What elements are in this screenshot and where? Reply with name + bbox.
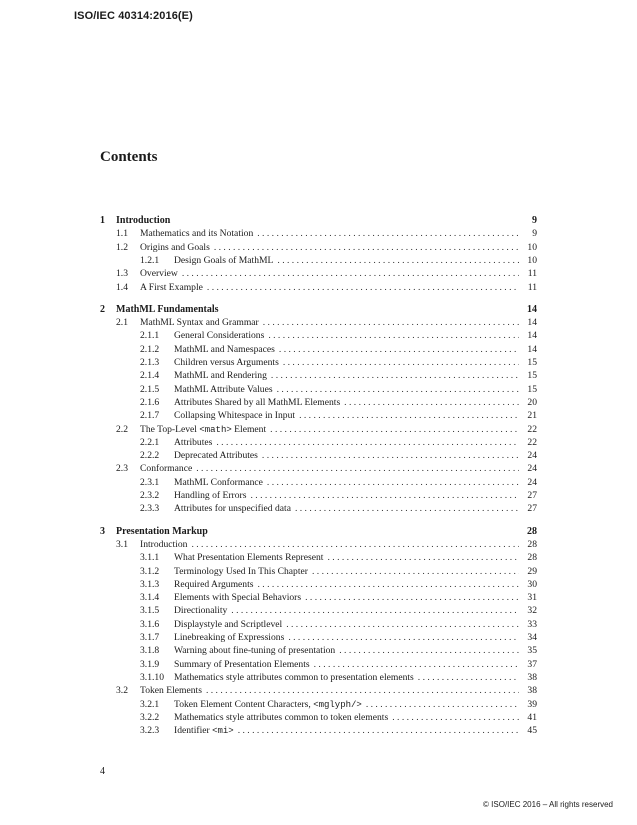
toc-entry-number: 2.2 bbox=[116, 423, 128, 435]
toc-entry-page: 41 bbox=[527, 711, 537, 723]
toc-entry[interactable] bbox=[140, 477, 537, 489]
toc-entry-title: Introduction bbox=[116, 215, 171, 226]
toc-entry[interactable] bbox=[140, 503, 537, 515]
toc-entry-title: Mathematics style attributes common to presentation elements bbox=[174, 671, 414, 683]
toc-dot-leader bbox=[267, 477, 519, 489]
toc-entry[interactable] bbox=[140, 579, 537, 591]
toc-dot-leader bbox=[288, 632, 519, 644]
toc-entry-page: 45 bbox=[527, 725, 537, 737]
toc-entry-number: 1.2 bbox=[116, 241, 128, 253]
toc-entry-number: 3.1.7 bbox=[140, 632, 160, 643]
toc-entry-code: <mi> bbox=[212, 726, 234, 737]
toc-entry-number: 3.2.3 bbox=[140, 725, 160, 737]
toc-entry-page: 21 bbox=[527, 410, 537, 422]
toc-entry-title: Deprecated Attributes bbox=[174, 450, 258, 462]
toc-dot-leader bbox=[270, 424, 519, 436]
toc-entry[interactable] bbox=[140, 255, 537, 267]
toc-entry[interactable] bbox=[140, 632, 537, 644]
toc-entry-number: 2.2.1 bbox=[140, 436, 160, 448]
toc-entry-number: 3.1 bbox=[116, 538, 128, 550]
toc-dot-leader bbox=[392, 712, 519, 724]
toc-entry-title: General Considerations bbox=[174, 330, 265, 342]
toc-entry-number: 3.1.9 bbox=[140, 658, 160, 670]
toc-entry-number: 3.1.3 bbox=[140, 578, 160, 590]
toc-entry[interactable] bbox=[140, 552, 537, 564]
toc-dot-leader bbox=[196, 463, 519, 475]
toc-dot-leader bbox=[268, 330, 519, 342]
toc-entry[interactable] bbox=[140, 605, 537, 617]
toc-entry-code: <math> bbox=[199, 424, 232, 435]
toc-entry-page: 27 bbox=[527, 503, 537, 515]
toc-entry-page: 20 bbox=[527, 396, 537, 408]
toc-entry[interactable] bbox=[140, 699, 537, 711]
toc-entry-number: 3 bbox=[100, 525, 105, 537]
toc-entry-title bbox=[140, 424, 266, 436]
toc-entry-page: 24 bbox=[527, 463, 537, 475]
toc-dot-leader bbox=[263, 317, 519, 329]
toc-entry[interactable] bbox=[116, 282, 537, 294]
toc-entry[interactable] bbox=[140, 410, 537, 422]
toc-entry-title-text: Element bbox=[231, 423, 267, 435]
toc-entry-page: 39 bbox=[527, 698, 537, 710]
toc-entry-number: 2.1.6 bbox=[140, 396, 160, 408]
toc-entry-page: 29 bbox=[527, 565, 537, 577]
toc-entry-title: MathML Conformance bbox=[174, 476, 263, 488]
toc-entry-page: 28 bbox=[527, 552, 537, 564]
toc-entry-number: 2.1.7 bbox=[140, 410, 160, 422]
toc-entry-page: 15 bbox=[527, 357, 537, 368]
toc-entry[interactable] bbox=[140, 712, 537, 724]
toc-dot-leader bbox=[238, 725, 519, 737]
toc-dot-leader bbox=[314, 659, 519, 671]
toc-entry-number: 1.1 bbox=[116, 228, 128, 240]
toc-dot-leader bbox=[299, 410, 519, 422]
toc-chapter-entry[interactable] bbox=[100, 526, 537, 538]
toc-dot-leader bbox=[286, 619, 519, 631]
toc-entry-title: MathML and Namespaces bbox=[174, 343, 275, 355]
toc-entry-title: Linebreaking of Expressions bbox=[174, 632, 285, 643]
toc-entry-number: 1.2.1 bbox=[140, 254, 160, 266]
toc-entry-title: Summary of Presentation Elements bbox=[174, 658, 310, 670]
toc-entry-page: 32 bbox=[527, 605, 537, 617]
toc-entry-page: 37 bbox=[527, 658, 537, 670]
toc-entry-page: 14 bbox=[527, 330, 537, 342]
toc-entry-title: Terminology Used In This Chapter bbox=[174, 565, 308, 577]
toc-entry-title-text: Token Element Content Characters, bbox=[174, 698, 314, 710]
toc-dot-leader bbox=[327, 552, 519, 564]
toc-entry[interactable] bbox=[140, 619, 537, 631]
toc-entry-title: Warning about fine-tuning of presentation bbox=[174, 645, 336, 657]
toc-dot-leader bbox=[262, 450, 519, 462]
toc-dot-leader bbox=[214, 242, 519, 254]
toc-entry[interactable] bbox=[140, 725, 537, 737]
toc-entry[interactable] bbox=[116, 242, 537, 254]
toc-entry-title: A First Example bbox=[140, 281, 203, 293]
toc-entry-number: 2.2.2 bbox=[140, 450, 160, 462]
toc-entry[interactable] bbox=[116, 317, 537, 329]
toc-dot-leader bbox=[206, 685, 519, 697]
toc-entry[interactable] bbox=[116, 268, 537, 280]
toc-dot-leader bbox=[418, 672, 519, 684]
toc-entry-title: Collapsing Whitespace in Input bbox=[174, 410, 296, 422]
toc-entry-title: Displaystyle and Scriptlevel bbox=[174, 618, 283, 630]
toc-dot-leader bbox=[182, 268, 519, 280]
toc-entry[interactable] bbox=[116, 539, 537, 551]
toc-entry[interactable] bbox=[140, 672, 537, 684]
toc-entry-number: 2.1.4 bbox=[140, 370, 160, 382]
toc-dot-leader bbox=[250, 490, 519, 502]
toc-entry-number: 1 bbox=[100, 215, 105, 226]
toc-entry-number: 3.1.1 bbox=[140, 552, 160, 564]
toc-dot-leader bbox=[257, 228, 519, 240]
toc-entry-code: <mglyph/> bbox=[313, 699, 362, 710]
toc-entry-title: Required Arguments bbox=[174, 578, 254, 590]
toc-entry-title: MathML Attribute Values bbox=[174, 383, 273, 395]
toc-entry-number: 3.1.10 bbox=[140, 671, 164, 683]
toc-entry-title: Design Goals of MathML bbox=[174, 254, 274, 266]
toc-entry-page: 35 bbox=[527, 645, 537, 657]
toc-entry[interactable] bbox=[140, 645, 537, 657]
toc-entry[interactable] bbox=[140, 437, 537, 449]
toc-entry-number: 3.2.1 bbox=[140, 698, 160, 710]
toc-entry-number: 2.3.1 bbox=[140, 476, 160, 488]
toc-dot-leader bbox=[216, 437, 519, 449]
toc-entry-title: Mathematics style attributes common to token elements bbox=[174, 711, 389, 723]
toc-entry[interactable] bbox=[140, 330, 537, 342]
toc-entry-title-text: The Top-Level bbox=[140, 423, 200, 435]
toc-entry-number: 2.1.3 bbox=[140, 357, 160, 368]
toc-dot-leader bbox=[295, 503, 519, 515]
toc-entry-number: 1.3 bbox=[116, 268, 128, 280]
toc-entry-page: 22 bbox=[527, 436, 537, 448]
toc-entry-page: 28 bbox=[527, 538, 537, 550]
toc-entry-title: Overview bbox=[140, 268, 178, 280]
toc-entry-title: Attributes for unspecified data bbox=[174, 503, 291, 515]
toc-entry-page: 11 bbox=[527, 281, 537, 293]
toc-entry-page: 9 bbox=[532, 215, 537, 226]
toc-entry[interactable] bbox=[140, 566, 537, 578]
toc-entry-page: 28 bbox=[527, 525, 537, 537]
toc-entry-page: 14 bbox=[527, 317, 537, 329]
toc-dot-leader bbox=[305, 592, 519, 604]
toc-entry-title: Handling of Errors bbox=[174, 490, 247, 501]
toc-dot-leader bbox=[277, 384, 519, 396]
toc-entry-number: 3.1.8 bbox=[140, 645, 160, 657]
toc-entry-title: Children versus Arguments bbox=[174, 357, 279, 368]
toc-entry-page: 34 bbox=[527, 632, 537, 643]
toc-entry-page: 9 bbox=[532, 228, 537, 240]
toc-entry-number: 2.1.1 bbox=[140, 330, 160, 342]
toc-entry-title: Origins and Goals bbox=[140, 241, 210, 253]
toc-dot-leader bbox=[271, 370, 519, 382]
toc-chapter-entry[interactable] bbox=[100, 215, 537, 227]
toc-dot-leader bbox=[312, 566, 519, 578]
copyright-notice: © ISO/IEC 2016 – All rights reserved bbox=[483, 800, 613, 809]
toc-dot-leader bbox=[344, 397, 519, 409]
toc-entry-title: Elements with Special Behaviors bbox=[174, 592, 302, 604]
toc-dot-leader bbox=[277, 255, 519, 267]
toc-entry-number: 3.1.5 bbox=[140, 605, 160, 617]
toc-dot-leader bbox=[279, 344, 519, 356]
toc-entry-page: 14 bbox=[527, 343, 537, 355]
toc-entry-title-text: Identifier bbox=[174, 725, 213, 737]
toc-entry[interactable] bbox=[140, 357, 537, 369]
toc-entry-title: Introduction bbox=[140, 538, 188, 550]
toc-entry[interactable] bbox=[140, 370, 537, 382]
toc-entry-number: 3.1.2 bbox=[140, 565, 160, 577]
toc-entry-title: MathML Fundamentals bbox=[116, 303, 219, 315]
toc-entry[interactable] bbox=[140, 490, 537, 502]
toc-entry-title: Attributes Shared by all MathML Elements bbox=[174, 396, 341, 408]
toc-entry-page: 30 bbox=[527, 578, 537, 590]
toc-entry-page: 24 bbox=[527, 450, 537, 462]
toc-entry-number: 3.2 bbox=[116, 685, 128, 697]
toc-entry-title: Token Elements bbox=[140, 685, 202, 697]
toc-entry-page: 22 bbox=[527, 423, 537, 435]
toc-chapter-entry[interactable] bbox=[100, 304, 537, 316]
toc-entry-page: 10 bbox=[527, 254, 537, 266]
toc-entry-number: 2.1 bbox=[116, 317, 128, 329]
toc-entry-title bbox=[174, 699, 362, 711]
toc-entry-page: 24 bbox=[527, 476, 537, 488]
toc-entry-number: 2.1.2 bbox=[140, 343, 160, 355]
toc-entry-title: Attributes bbox=[174, 436, 213, 448]
toc-entry[interactable] bbox=[140, 450, 537, 462]
toc-entry-number: 2.1.5 bbox=[140, 383, 160, 395]
toc-entry-title: MathML and Rendering bbox=[174, 370, 267, 382]
toc-entry-page: 15 bbox=[527, 383, 537, 395]
toc-dot-leader bbox=[258, 579, 520, 591]
toc-dot-leader bbox=[231, 605, 519, 617]
toc-entry[interactable] bbox=[116, 463, 537, 475]
toc-dot-leader bbox=[207, 282, 519, 294]
toc-entry-number: 3.1.6 bbox=[140, 618, 160, 630]
toc-entry-page: 33 bbox=[527, 618, 537, 630]
toc-entry-number: 2.3 bbox=[116, 463, 128, 475]
toc-entry[interactable] bbox=[140, 659, 537, 671]
toc-entry[interactable] bbox=[140, 344, 537, 356]
toc-dot-leader bbox=[283, 357, 519, 369]
toc-entry-page: 10 bbox=[527, 241, 537, 253]
toc-entry-page: 15 bbox=[527, 370, 537, 382]
toc-entry-number: 1.4 bbox=[116, 281, 128, 293]
toc-entry[interactable] bbox=[116, 685, 537, 697]
toc-entry-title bbox=[174, 725, 234, 737]
toc-entry-number: 2 bbox=[100, 303, 105, 315]
toc-entry-number: 3.2.2 bbox=[140, 711, 160, 723]
toc-entry-title: Mathematics and its Notation bbox=[140, 228, 254, 240]
page-number: 4 bbox=[100, 766, 105, 777]
toc-dot-leader bbox=[191, 539, 519, 551]
toc-entry-title: Conformance bbox=[140, 463, 193, 475]
toc-entry-page: 38 bbox=[527, 685, 537, 697]
toc-dot-leader bbox=[339, 645, 519, 657]
toc-entry-page: 27 bbox=[527, 490, 537, 501]
toc-entry-title: Presentation Markup bbox=[116, 525, 208, 537]
toc-entry-page: 38 bbox=[527, 671, 537, 683]
toc-entry-title: What Presentation Elements Represent bbox=[174, 552, 324, 564]
contents-title: Contents bbox=[100, 149, 158, 165]
toc-entry-page: 31 bbox=[527, 592, 537, 604]
toc-entry[interactable] bbox=[140, 397, 537, 409]
toc-entry-number: 2.3.3 bbox=[140, 503, 160, 515]
toc-entry-page: 14 bbox=[527, 303, 537, 315]
toc-entry-number: 2.3.2 bbox=[140, 490, 160, 501]
toc-dot-leader bbox=[366, 699, 519, 711]
toc-entry[interactable] bbox=[116, 228, 537, 240]
toc-entry-page: 11 bbox=[527, 268, 537, 280]
toc-entry[interactable] bbox=[116, 424, 537, 436]
standard-id-header: ISO/IEC 40314:2016(E) bbox=[74, 10, 193, 22]
toc-entry-title: MathML Syntax and Grammar bbox=[140, 317, 259, 329]
toc-entry-title: Directionality bbox=[174, 605, 228, 617]
toc-entry[interactable] bbox=[140, 592, 537, 604]
toc-entry[interactable] bbox=[140, 384, 537, 396]
toc-entry-number: 3.1.4 bbox=[140, 592, 160, 604]
